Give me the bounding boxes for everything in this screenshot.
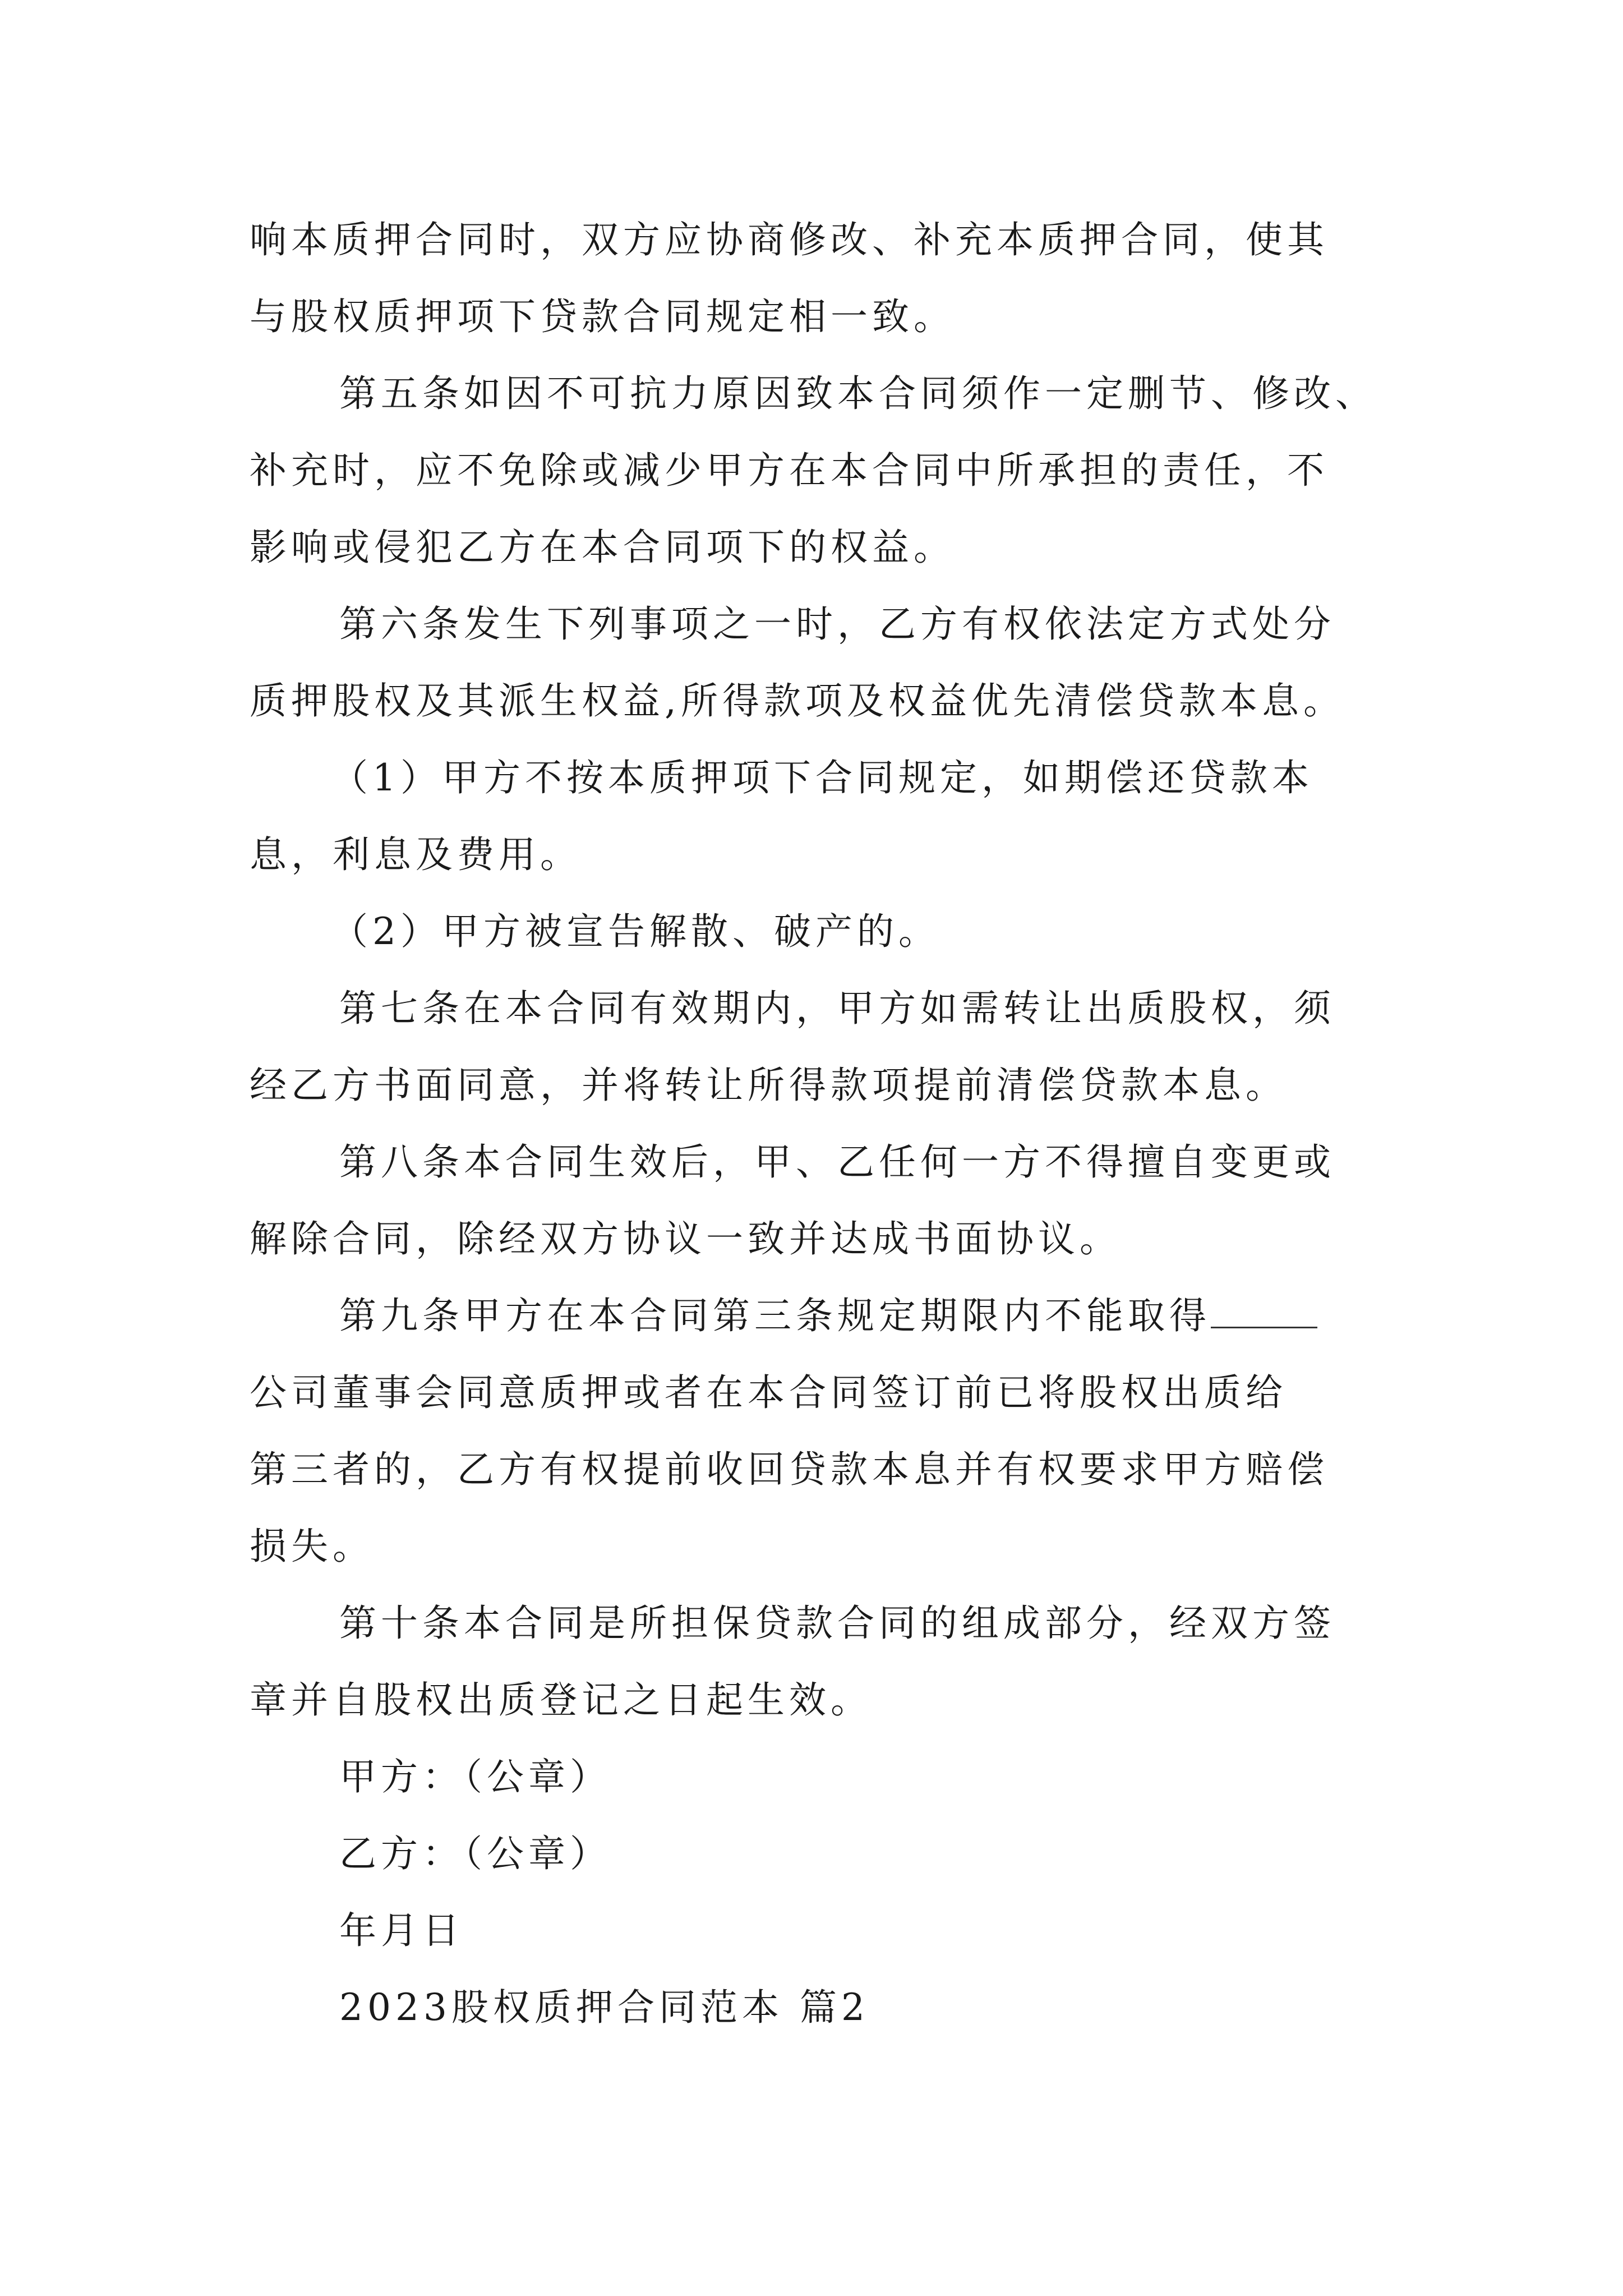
paragraph-line: 补充时，应不免除或减少甲方在本合同中所承担的责任，不 <box>250 449 1329 492</box>
paragraph-line: 公司董事会同意质押或者在本合同签订前已将股权出质给 <box>250 1371 1287 1414</box>
paragraph-line: 第八条本合同生效后，甲、乙任何一方不得擅自变更或 <box>339 1140 1335 1184</box>
paragraph-line: 第五条如因不可抗力原因致本合同须作一定删节、修改、 <box>339 372 1377 415</box>
paragraph-line: 损失。 <box>250 1525 374 1568</box>
paragraph-line: 第六条发生下列事项之一时，乙方有权依法定方式处分 <box>339 602 1335 646</box>
paragraph-line: 解除合同，除经双方协议一致并达成书面协议。 <box>250 1217 1121 1260</box>
paragraph-line: 影响或侵犯乙方在本合同项下的权益。 <box>250 526 955 569</box>
paragraph-line: 质押股权及其派生权益,所得款项及权益优先清偿贷款本息。 <box>250 679 1345 723</box>
paragraph-line: 息，利息及费用。 <box>250 833 582 876</box>
paragraph-line: 与股权质押项下贷款合同规定相一致。 <box>250 295 955 338</box>
paragraph-line: 章并自股权出质登记之日起生效。 <box>250 1678 872 1722</box>
fill-in-blank <box>1211 1294 1317 1328</box>
paragraph-line: 第十条本合同是所担保贷款合同的组成部分，经双方签 <box>339 1602 1335 1645</box>
paragraph-line <box>339 1294 1317 1338</box>
paragraph-line: 响本质押合同时，双方应协商修改、补充本质押合同，使其 <box>250 218 1329 261</box>
paragraph-line: 第七条在本合同有效期内，甲方如需转让出质股权，须 <box>339 987 1335 1030</box>
paragraph-line: 经乙方书面同意，并将转让所得款项提前清偿贷款本息。 <box>250 1064 1287 1107</box>
paragraph-line: （1）甲方不按本质押项下合同规定，如期偿还贷款本 <box>331 756 1313 799</box>
paragraph-line: （2）甲方被宣告解散、破产的。 <box>331 910 940 953</box>
paragraph-text: 第九条甲方在本合同第三条规定期限内不能取得 <box>339 1294 1211 1337</box>
paragraph-line: 第三者的，乙方有权提前收回贷款本息并有权要求甲方赔偿 <box>250 1448 1329 1491</box>
signature-party-a: 甲方：（公章） <box>339 1755 611 1798</box>
signature-party-b: 乙方：（公章） <box>339 1832 611 1875</box>
section-heading: 2023股权质押合同范本 篇2 <box>339 1986 869 2029</box>
date-line: 年月日 <box>339 1909 464 1952</box>
